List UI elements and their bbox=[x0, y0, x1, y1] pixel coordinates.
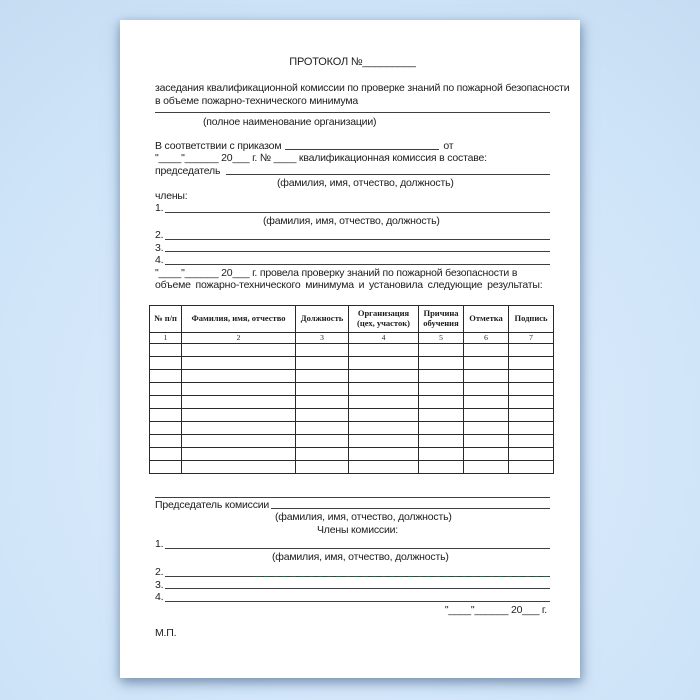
table-cell bbox=[349, 408, 419, 421]
watermark-artifact bbox=[255, 576, 550, 577]
table-cell bbox=[182, 356, 296, 369]
table-cell bbox=[150, 421, 182, 434]
table-cell bbox=[150, 369, 182, 382]
page-title: ПРОТОКОЛ №_________ bbox=[289, 56, 416, 68]
fio-caption: (фамилия, имя, отчество, должность) bbox=[275, 511, 452, 523]
table-row bbox=[150, 460, 554, 473]
order-suffix-label: от bbox=[443, 139, 454, 152]
results-intro-line-2: объеме пожарно-технического минимума и установила следующие результаты: bbox=[155, 279, 543, 291]
table-numbering-row bbox=[150, 332, 554, 343]
table-cell bbox=[296, 447, 349, 460]
table-row bbox=[150, 343, 554, 356]
table-cell bbox=[464, 382, 509, 395]
table-cell bbox=[182, 460, 296, 473]
member-number: 3. bbox=[155, 241, 164, 254]
members-label: члены: bbox=[155, 189, 188, 202]
table-cell bbox=[296, 421, 349, 434]
table-cell bbox=[150, 434, 182, 447]
table-cell bbox=[349, 356, 419, 369]
table-cell bbox=[419, 395, 464, 408]
member-number: 1. bbox=[155, 202, 164, 214]
member-name-blank bbox=[165, 212, 550, 213]
table-cell bbox=[150, 395, 182, 408]
table-cell bbox=[509, 460, 554, 473]
member-number: 2. bbox=[155, 229, 164, 241]
order-number-blank bbox=[285, 149, 439, 150]
table-cell bbox=[349, 460, 419, 473]
table-cell bbox=[509, 343, 554, 356]
table-cell bbox=[349, 421, 419, 434]
table-cell bbox=[419, 434, 464, 447]
table-cell bbox=[464, 356, 509, 369]
column-header: Организация (цех, участок) bbox=[349, 305, 419, 332]
subtitle-line-1: заседания квалификационной комиссии по проверке знаний по пожарной безопасности bbox=[155, 82, 570, 94]
member-name-blank bbox=[165, 239, 550, 240]
table-cell bbox=[296, 395, 349, 408]
signature-chairman-blank bbox=[271, 508, 550, 509]
column-number: 5 bbox=[419, 332, 464, 343]
member-line bbox=[155, 254, 550, 267]
signature-member-number: 4. bbox=[155, 591, 164, 603]
order-date-line: "____"______ 20___ г. № ____ квалификационная комиссия в составе: bbox=[155, 152, 487, 164]
chairman-name-blank bbox=[226, 174, 550, 175]
signature-member-blank bbox=[165, 588, 550, 589]
order-line bbox=[155, 140, 550, 153]
column-header: Должность bbox=[296, 305, 349, 332]
order-prefix-label: В соответствии с приказом bbox=[155, 139, 282, 152]
member-line bbox=[155, 202, 550, 215]
column-header: Причина обучения bbox=[419, 305, 464, 332]
table-cell bbox=[509, 434, 554, 447]
table-cell bbox=[150, 460, 182, 473]
table-cell bbox=[349, 369, 419, 382]
table-cell bbox=[296, 369, 349, 382]
signature-member-blank bbox=[165, 548, 550, 549]
stamp-place-label: М.П. bbox=[155, 627, 177, 639]
signature-members-title: Члены комиссии: bbox=[317, 523, 399, 536]
fio-caption: (фамилия, имя, отчество, должность) bbox=[263, 214, 440, 227]
column-number: 6 bbox=[464, 332, 509, 343]
table-cell bbox=[509, 447, 554, 460]
table-cell bbox=[296, 343, 349, 356]
signature-chairman-line bbox=[155, 499, 550, 512]
table-row bbox=[150, 395, 554, 408]
column-number: 2 bbox=[182, 332, 296, 343]
table-cell bbox=[182, 369, 296, 382]
table-cell bbox=[182, 408, 296, 421]
table-cell bbox=[464, 369, 509, 382]
table-cell bbox=[349, 434, 419, 447]
table-cell bbox=[464, 447, 509, 460]
table-cell bbox=[182, 395, 296, 408]
signature-date-line: "____"______ 20___ г. bbox=[444, 603, 547, 616]
organization-caption: (полное наименование организации) bbox=[203, 116, 377, 128]
table-cell bbox=[509, 369, 554, 382]
results-table-body bbox=[150, 343, 554, 473]
column-number: 7 bbox=[509, 332, 554, 343]
signature-member-blank bbox=[165, 576, 550, 577]
column-header: № п/п bbox=[150, 305, 182, 332]
table-row bbox=[150, 382, 554, 395]
table-cell bbox=[349, 382, 419, 395]
results-table bbox=[149, 305, 554, 474]
table-cell bbox=[182, 382, 296, 395]
table-row bbox=[150, 434, 554, 447]
signature-member-line bbox=[155, 538, 550, 551]
column-header: Подпись bbox=[509, 305, 554, 332]
table-cell bbox=[419, 460, 464, 473]
table-cell bbox=[296, 434, 349, 447]
table-cell bbox=[464, 343, 509, 356]
signature-member-line bbox=[155, 579, 550, 592]
table-cell bbox=[464, 408, 509, 421]
document-content bbox=[120, 20, 580, 678]
signature-member-number: 2. bbox=[155, 566, 164, 578]
table-cell bbox=[150, 343, 182, 356]
table-cell bbox=[464, 421, 509, 434]
table-cell bbox=[182, 434, 296, 447]
signature-blank-line bbox=[155, 497, 550, 498]
signature-member-blank bbox=[165, 601, 550, 602]
fio-caption: (фамилия, имя, отчество, должность) bbox=[277, 177, 454, 189]
table-cell bbox=[150, 408, 182, 421]
table-cell bbox=[464, 434, 509, 447]
table-cell bbox=[182, 447, 296, 460]
member-number: 4. bbox=[155, 254, 164, 266]
table-cell bbox=[419, 382, 464, 395]
table-cell bbox=[509, 356, 554, 369]
table-cell bbox=[419, 421, 464, 434]
organization-name-blank-line bbox=[155, 112, 550, 113]
table-cell bbox=[182, 343, 296, 356]
table-header-row bbox=[150, 305, 554, 332]
table-cell bbox=[419, 408, 464, 421]
signature-member-line bbox=[155, 591, 550, 604]
member-name-blank bbox=[165, 264, 550, 265]
column-header: Отметка bbox=[464, 305, 509, 332]
fio-caption: (фамилия, имя, отчество, должность) bbox=[272, 550, 449, 563]
table-cell bbox=[464, 395, 509, 408]
table-cell bbox=[419, 369, 464, 382]
table-cell bbox=[349, 447, 419, 460]
signature-member-number: 3. bbox=[155, 578, 164, 591]
table-cell bbox=[509, 421, 554, 434]
chairman-line bbox=[155, 165, 550, 178]
table-cell bbox=[509, 382, 554, 395]
table-cell bbox=[150, 447, 182, 460]
table-cell bbox=[296, 356, 349, 369]
table-row bbox=[150, 447, 554, 460]
table-cell bbox=[150, 356, 182, 369]
subtitle-line-2: в объеме пожарно-технического минимума bbox=[155, 94, 358, 107]
table-cell bbox=[509, 408, 554, 421]
chairman-label: председатель bbox=[155, 164, 221, 177]
column-number: 4 bbox=[349, 332, 419, 343]
table-row bbox=[150, 356, 554, 369]
table-row bbox=[150, 421, 554, 434]
document-page bbox=[120, 20, 580, 678]
table-cell bbox=[296, 382, 349, 395]
signature-member-number: 1. bbox=[155, 538, 164, 550]
table-cell bbox=[419, 447, 464, 460]
table-cell bbox=[349, 343, 419, 356]
column-number: 3 bbox=[296, 332, 349, 343]
member-name-blank bbox=[165, 251, 550, 252]
results-intro-line-1: "____"______ 20___ г. провела проверку знаний по пожарной безопасности в bbox=[155, 266, 518, 279]
signature-member-line bbox=[155, 566, 550, 579]
table-cell bbox=[419, 343, 464, 356]
member-line bbox=[155, 242, 550, 255]
signature-chairman-label: Председатель комиссии bbox=[155, 498, 270, 511]
table-cell bbox=[296, 460, 349, 473]
member-line bbox=[155, 229, 550, 242]
table-cell bbox=[464, 460, 509, 473]
table-row bbox=[150, 408, 554, 421]
table-cell bbox=[296, 408, 349, 421]
table-cell bbox=[509, 395, 554, 408]
table-cell bbox=[419, 356, 464, 369]
column-header: Фамилия, имя, отчество bbox=[182, 305, 296, 332]
table-row bbox=[150, 369, 554, 382]
column-number: 1 bbox=[150, 332, 182, 343]
table-cell bbox=[349, 395, 419, 408]
table-cell bbox=[182, 421, 296, 434]
table-cell bbox=[150, 382, 182, 395]
